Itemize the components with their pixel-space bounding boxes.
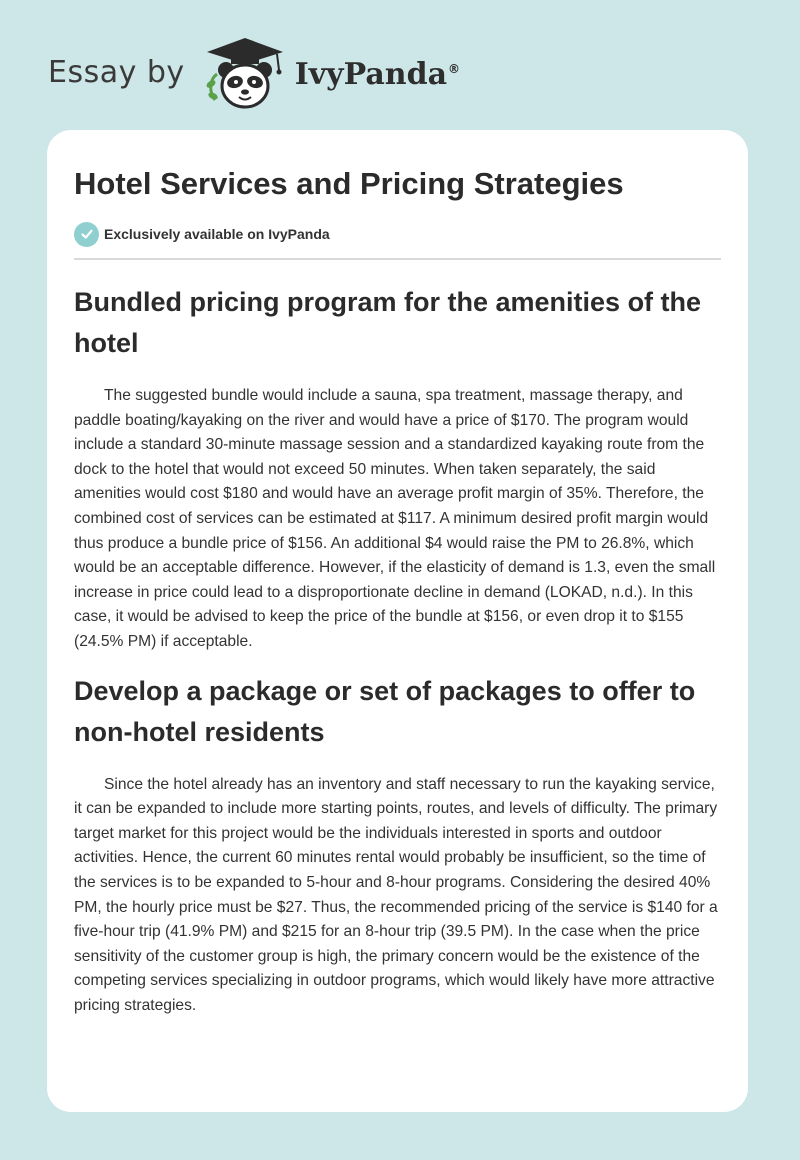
section-bundled-pricing: [74, 282, 721, 655]
section-heading: Bundled pricing program for the amenities of the hotel: [74, 287, 702, 358]
brand-name[interactable]: [295, 57, 460, 92]
section-paragraph: Since the hotel already has an inventory and staff necessary to run the kayaking service, it can be expanded to include more starting points, routes, and levels of difficulty. The primary target market for this project would be the individuals interested in sports and outdoor activities. Hence, the current 60 minutes rental would probably be insufficient, so the time of the services is to be expanded to 5-hour and 8-hour programs. Considering the desired 40% PM, the hourly price must be $27. Thus, the recommended pricing of the service is $140 for a five-hour trip (41.9% PM) and $215 for an 8-hour trip (39.5 PM). In the case when the price sensitivity of the customer group is high, the primary concern would be the existence of the competing services specializing in outdoor programs, which would likely have more attractive pricing strategies.: [74, 775, 718, 1014]
page-title: Hotel Services and Pricing Strategies: [74, 166, 624, 201]
site-header: [48, 34, 460, 110]
essay-card: [47, 130, 748, 1112]
section-paragraph: The suggested bundle would include a sauna, spa treatment, massage therapy, and paddle boating/kayaking on the river and would have a price of $170. The program would include a standard 30-minute massage session and a standardized kayaking route from the dock to the hotel that would not exceed 50 minutes. When taken separately, the said amenities would cost $180 and would have an average profit margin of 35%. Therefore, the combined cost of services can be estimated at $117. A minimum desired profit margin would thus produce a bundle price of $156. An additional $4 would raise the PM to 26.8%, which would be an acceptable difference. However, if the elasticity of demand is 1.3, even the small increase in price could lead to a disproportionate decline in demand (LOKAD, n.d.). In this case, it would be advised to keep the price of the bundle at $156, or even drop it to $155 (24.5% PM) if acceptable.: [74, 387, 716, 650]
check-icon: [74, 222, 99, 247]
exclusive-badge: [74, 221, 721, 247]
section-heading: Develop a package or set of packages to offer to non-hotel residents: [74, 675, 696, 747]
brand-name-text: IvyPanda: [294, 56, 448, 92]
panda-graduate-logo-icon[interactable]: [199, 34, 291, 110]
divider: [74, 258, 721, 260]
essay-by-label: Essay by: [48, 54, 185, 90]
section-non-resident-packages: [74, 671, 721, 1019]
exclusive-label: Exclusively available on IvyPanda: [104, 226, 330, 242]
registered-mark: ®: [448, 61, 461, 76]
